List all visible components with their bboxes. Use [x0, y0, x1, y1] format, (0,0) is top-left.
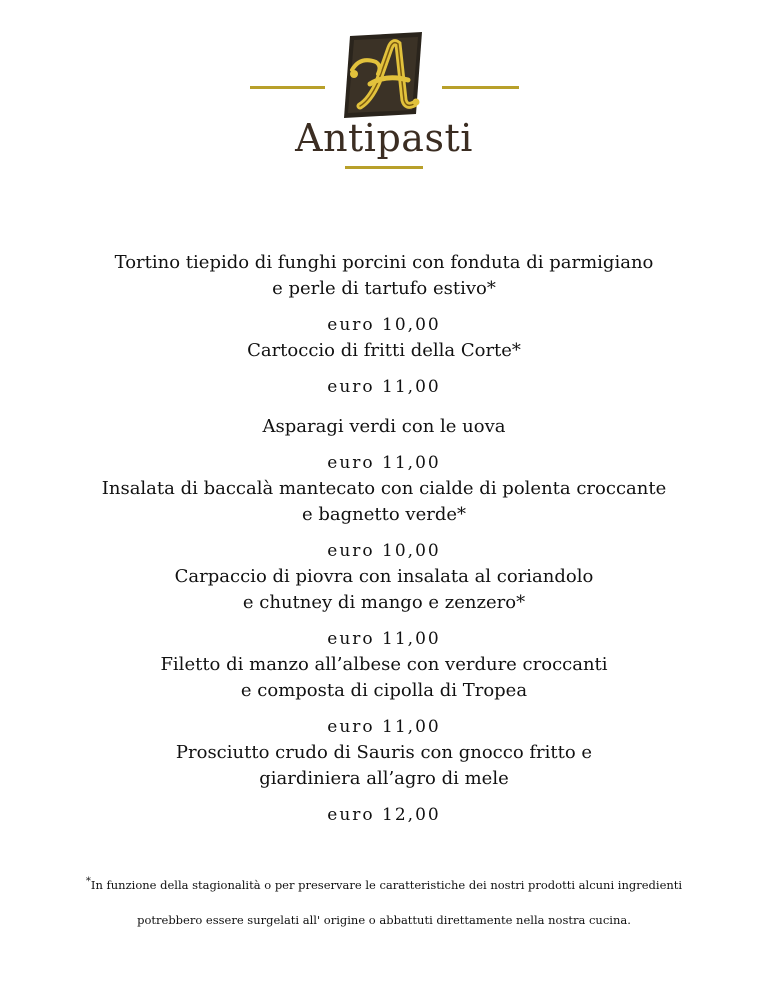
- dish-name: Cartoccio di fritti della Corte*: [247, 340, 521, 361]
- menu-item: [0, 652, 768, 740]
- menu-item: [0, 740, 768, 828]
- dish-name: Asparagi verdi con le uova: [262, 416, 506, 437]
- dish-name: Filetto di manzo all’albese con verdure croccanti e composta di cipolla di Tropea: [160, 654, 608, 701]
- dish-price: euro 10,00: [327, 315, 441, 335]
- page-title: Antipasti: [295, 116, 473, 160]
- dish-price: euro 11,00: [327, 453, 441, 473]
- title-underline: [345, 166, 423, 169]
- page-header: [0, 0, 768, 180]
- menu-item: [0, 476, 768, 564]
- footnote-marker: *: [85, 876, 91, 887]
- decorative-rule-left: [250, 86, 325, 89]
- menu-item: [0, 564, 768, 652]
- dish-price: euro 11,00: [327, 629, 441, 649]
- dish-name: Carpaccio di piovra con insalata al coriandolo e chutney di mango e zenzero*: [174, 566, 594, 613]
- dish-name: Tortino tiepido di funghi porcini con fonduta di parmigiano e perle di tartufo estivo*: [114, 252, 654, 299]
- logo-a-emblem: [330, 30, 436, 122]
- menu-list: [0, 250, 768, 828]
- menu-item: [0, 250, 768, 338]
- dish-name: Insalata di baccalà mantecato con cialde di polenta croccante e bagnetto verde*: [101, 478, 667, 525]
- menu-item: [0, 338, 768, 400]
- dish-price: euro 11,00: [327, 377, 441, 397]
- footnote-line-2: potrebbero essere surgelati all' origine o abbattuti direttamente nella nostra cucina.: [137, 912, 631, 927]
- dish-price: euro 12,00: [327, 805, 441, 825]
- menu-item: [0, 414, 768, 476]
- footnote: [70, 864, 698, 938]
- decorative-rule-right: [442, 86, 519, 89]
- dish-price: euro 11,00: [327, 717, 441, 737]
- dish-name: Prosciutto crudo di Sauris con gnocco fritto e giardiniera all’agro di mele: [175, 742, 593, 789]
- dish-price: euro 10,00: [327, 541, 441, 561]
- footnote-text-1: In funzione della stagionalità o per preservare le caratteristiche dei nostri prodotti alcuni ingredienti: [90, 877, 683, 892]
- footnote-line-1: [70, 864, 698, 903]
